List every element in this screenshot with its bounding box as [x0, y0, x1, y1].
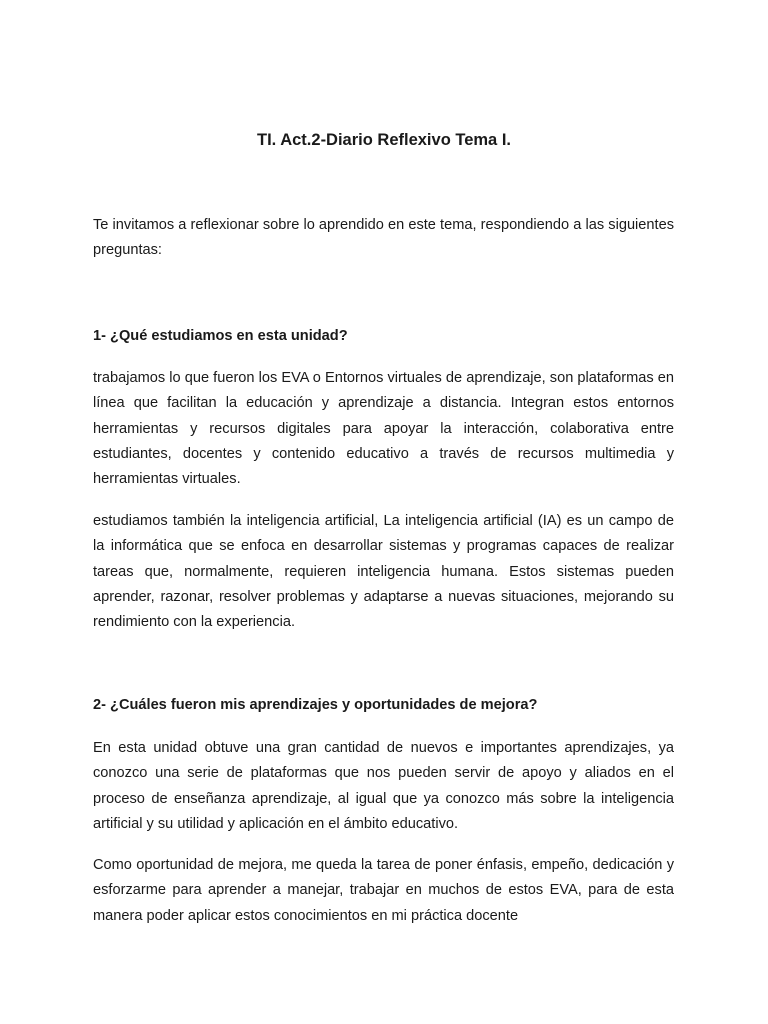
document-title: TI. Act.2-Diario Reflexivo Tema I.	[257, 131, 511, 149]
answer-1-paragraph-2: estudiamos también la inteligencia artificial, La inteligencia artificial (IA) es un campo de la informática que se enfoca en desarrollar sistemas y programas capaces de realizar tareas que, normalmente, requieren inteligencia humana. Estos sistemas pueden aprender, razonar, resolver problemas y adaptarse a nuevas situaciones, mejorando su rendimiento con la experiencia.	[93, 513, 674, 631]
intro-paragraph: Te invitamos a reflexionar sobre lo aprendido en este tema, respondiendo a las siguientes preguntas:	[93, 217, 674, 259]
answer-1-paragraph-1: trabajamos lo que fueron los EVA o Entornos virtuales de aprendizaje, son plataformas en línea que facilitan la educación y aprendizaje a distancia. Integran estos entornos herramientas y recursos digitales para apoyar la interacción, colaborativa entre estudiantes, docentes y contenido educativo a través de recursos multimedia y herramientas virtuales.	[93, 370, 674, 488]
question-1-heading: 1- ¿Qué estudiamos en esta unidad?	[93, 328, 348, 344]
answer-2-paragraph-2: Como oportunidad de mejora, me queda la tarea de poner énfasis, empeño, dedicación y esforzarme para aprender a manejar, trabajar en muchos de estos EVA, para de esta manera poder aplicar estos conocimientos en mi práctica docente	[93, 857, 674, 924]
question-2-heading: 2- ¿Cuáles fueron mis aprendizajes y oportunidades de mejora?	[93, 697, 538, 713]
answer-2-paragraph-1: En esta unidad obtuve una gran cantidad de nuevos e importantes aprendizajes, ya conozco una serie de plataformas que nos pueden servir de apoyo y aliados en el proceso de enseñanza aprendizaje, al igual que ya conozco más sobre la inteligencia artificial y su utilidad y aplicación en el ámbito educativo.	[93, 740, 674, 832]
